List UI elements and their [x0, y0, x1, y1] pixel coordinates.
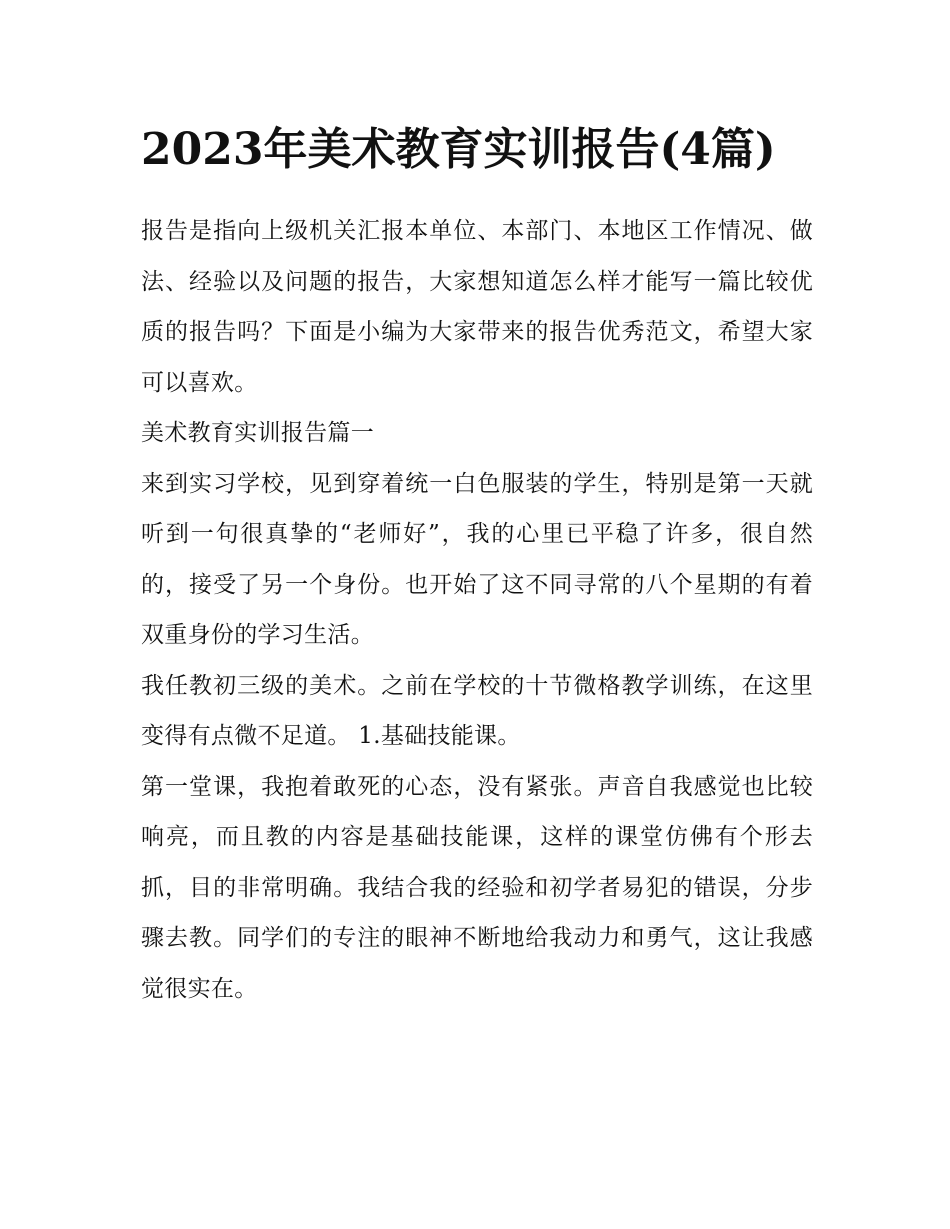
document-page: [141, 112, 813, 1014]
section-heading: 美术教育实训报告篇一: [141, 420, 374, 446]
body-paragraph: 第一堂课，我抱着敢死的心态，没有紧张。声音自我感觉也比较响亮，而且教的内容是基础技能课，这样的课堂仿佛有个形去抓，目的非常明确。我结合我的经验和初学者易犯的错误，分步骤去教。同学们的专注的眼神不断地给我动力和勇气，这让我感觉很实在。: [141, 773, 813, 1002]
body-paragraph: 我任教初三级的美术。之前在学校的十节微格教学训练，在这里变得有点微不足道。 1.基础技能课。: [141, 672, 813, 749]
body-paragraph: 来到实习学校，见到穿着统一白色服装的学生，特别是第一天就听到一句很真挚的“老师好”，我的心里已平稳了许多，很自然的，接受了另一个身份。也开始了这不同寻常的八个星期的有着双重身份的学习生活。: [141, 470, 813, 648]
intro-paragraph: 报告是指向上级机关汇报本单位、本部门、本地区工作情况、做法、经验以及问题的报告，大家想知道怎么样才能写一篇比较优质的报告吗？下面是小编为大家带来的报告优秀范文，希望大家可以喜欢。: [141, 218, 813, 396]
document-title: 2023年美术教育实训报告(4篇): [141, 124, 776, 175]
